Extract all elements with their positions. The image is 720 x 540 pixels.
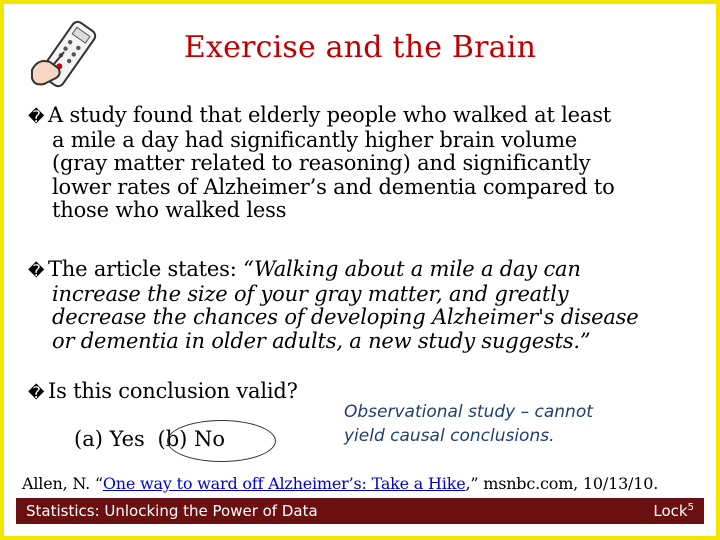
- bullet-line: (gray matter related to reasoning) and significantly: [52, 151, 591, 175]
- selected-answer-circle: [167, 420, 276, 462]
- note-line: Observational study – cannot: [344, 402, 593, 422]
- bullet-article-quote: [28, 258, 698, 353]
- question-text: Is this conclusion valid?: [48, 379, 298, 403]
- quote-line: “Walking about a mile a day can: [243, 257, 581, 281]
- bullet-line: lower rates of Alzheimer’s and dementia compared to: [52, 174, 615, 199]
- answer-option-a: (a) Yes: [74, 427, 145, 451]
- footer-bar: [16, 498, 704, 524]
- citation-prefix: Allen, N. “: [22, 474, 103, 493]
- quote-line: or dementia in older adults, a new study suggests.”: [52, 328, 591, 353]
- bullet-glyph: �: [28, 107, 45, 126]
- bullet-lead: The article states:: [48, 257, 244, 281]
- quote-line: decrease the chances of developing Alzheimer's disease: [52, 305, 639, 329]
- footer-author: [653, 502, 694, 520]
- bullet-line: A study found that elderly people who walked at least: [48, 103, 612, 127]
- bullet-study-finding: [28, 104, 698, 223]
- answer-option-b: (b) No: [157, 427, 226, 451]
- citation-link[interactable]: One way to ward off Alzheimer’s: Take a Hike: [102, 474, 466, 493]
- handwritten-note: [344, 400, 664, 448]
- bullet-glyph: �: [28, 261, 45, 280]
- footer-author-name: Lock: [653, 502, 688, 520]
- bullet-glyph: �: [28, 383, 45, 402]
- bullet-line: those who walked less: [52, 198, 287, 222]
- slide-title: Exercise and the Brain: [183, 30, 537, 65]
- footer-course-title: Statistics: Unlocking the Power of Data: [26, 502, 318, 520]
- citation-suffix: ,” msnbc.com, 10/13/10.: [465, 474, 659, 493]
- citation: [22, 474, 658, 493]
- footer-author-superscript: 5: [687, 502, 694, 513]
- note-line: yield causal conclusions.: [344, 426, 555, 446]
- quote-line: increase the size of your gray matter, and greatly: [52, 281, 569, 306]
- bullet-line: a mile a day had significantly higher brain volume: [52, 127, 578, 152]
